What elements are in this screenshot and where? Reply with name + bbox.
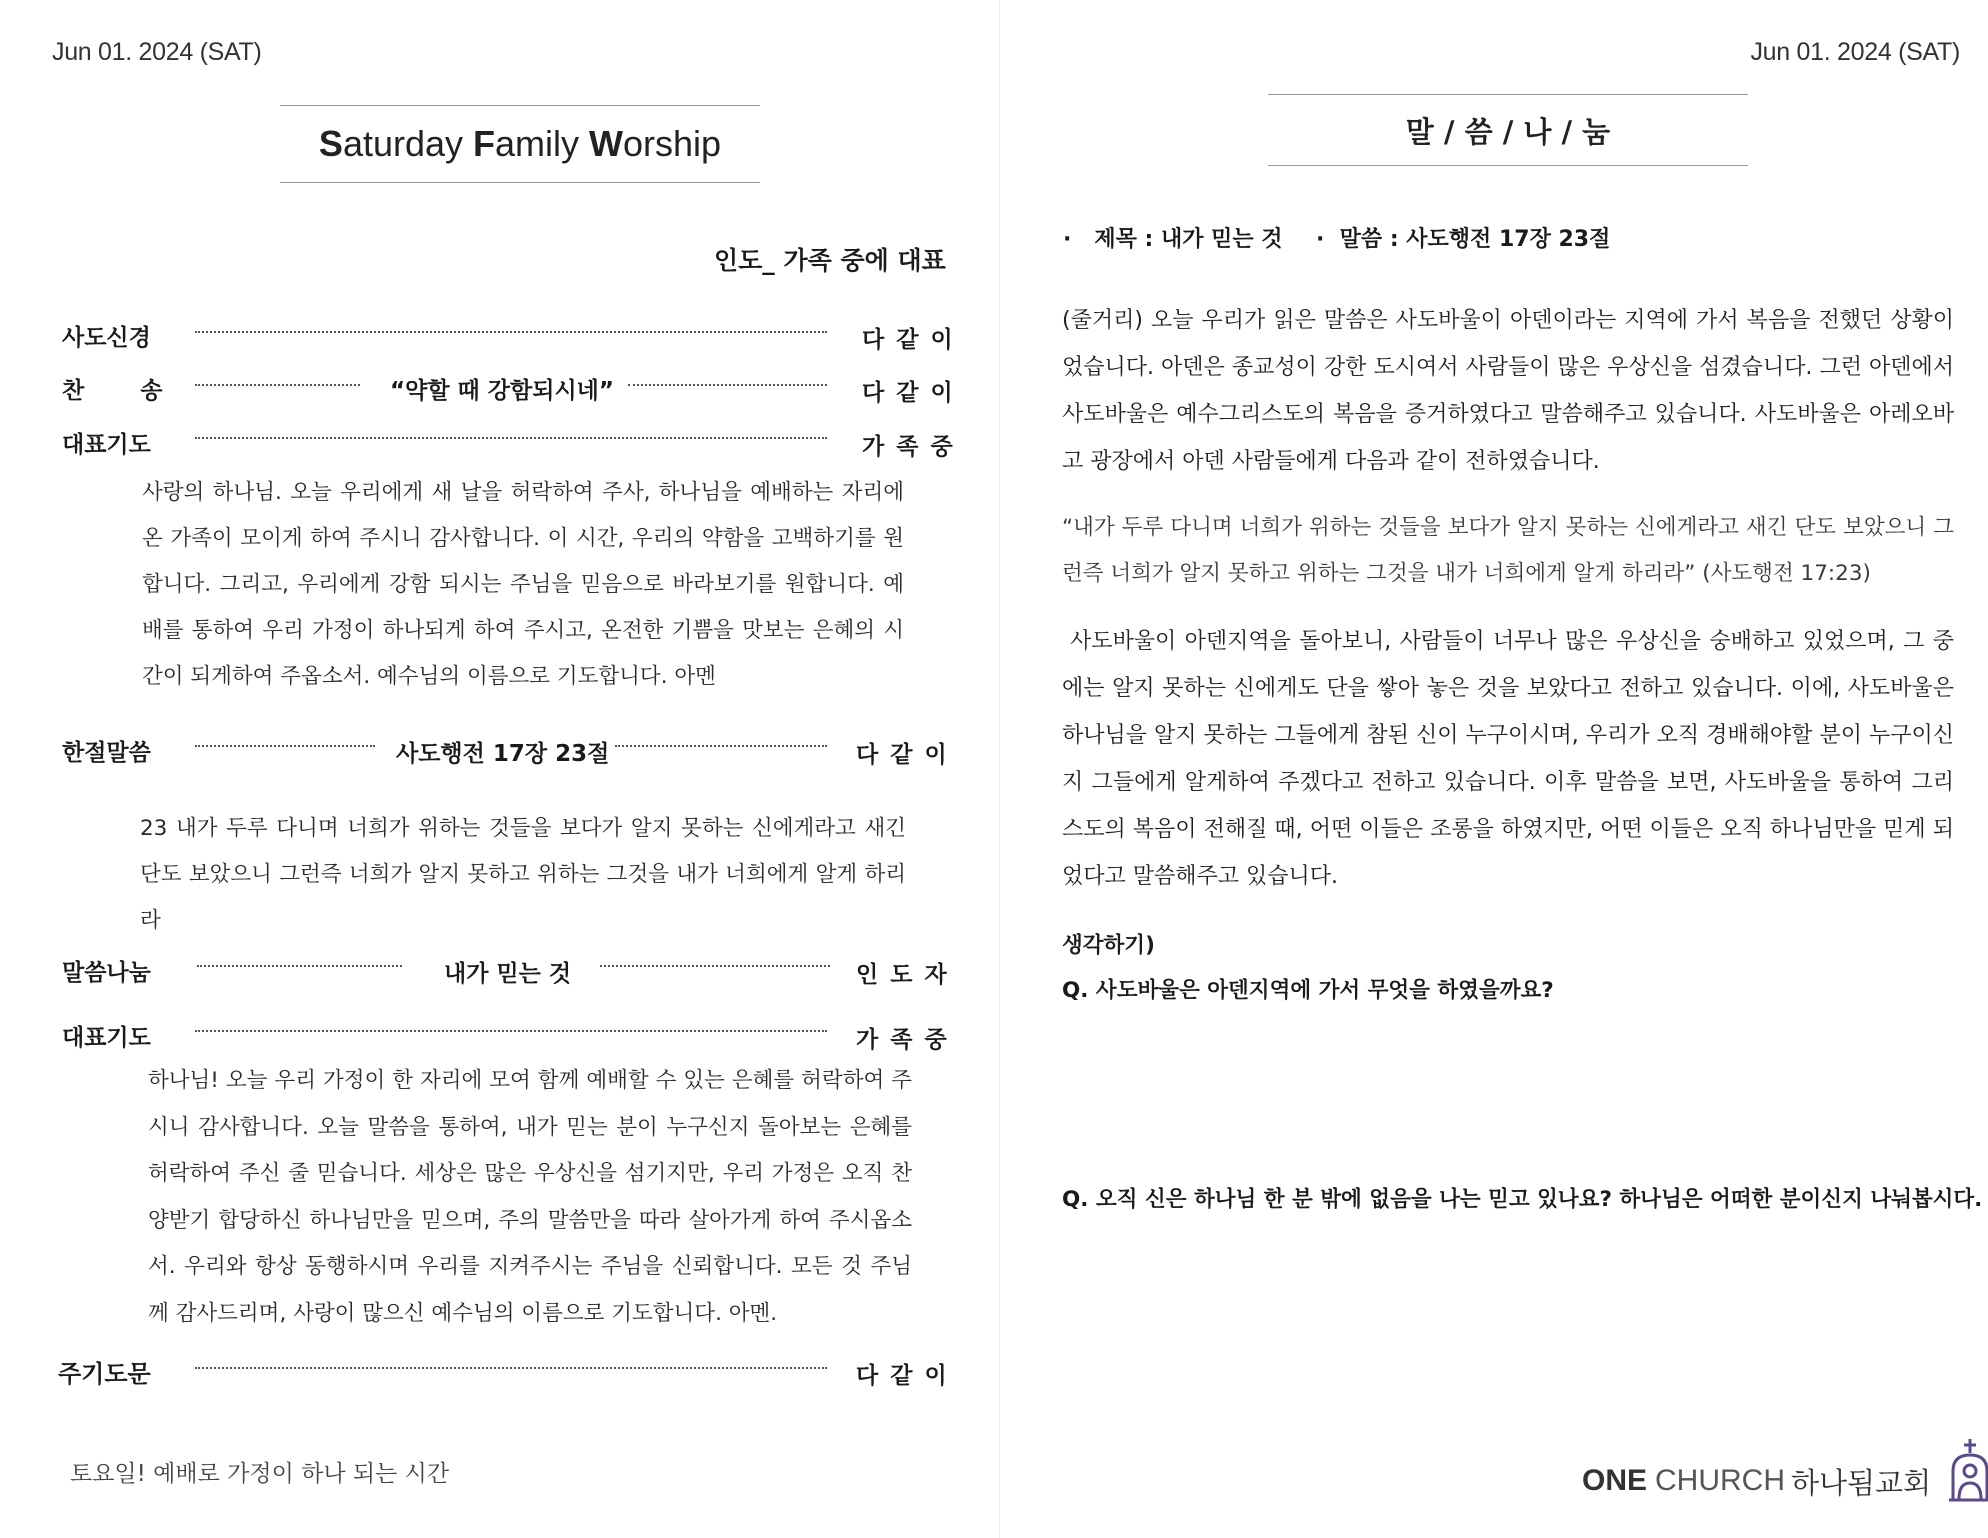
creed-label: 사도신경 [62, 325, 151, 351]
dot-leader [197, 965, 402, 967]
scripture-quote: “내가 두루 다니며 너희가 위하는 것들을 보다가 알지 못하는 신에게라고 새긴 단도 보았으니 그런즉 너희가 알지 못하고 위하는 그것을 내가 너희에게 알게 하리라” (사도행전 17:23) [1062, 515, 1954, 586]
prayer-label: 대표기도 [62, 432, 151, 458]
logo-church: CHURCH [1655, 1464, 1786, 1497]
date-label: Jun 01. 2024 (SAT) [52, 38, 262, 66]
hymn-performer: 다 같 이 [862, 380, 955, 406]
verse-text: 23 내가 두루 다니며 너희가 위하는 것들을 보다가 알지 못하는 신에게라고 새긴 단도 보았으니 그런즉 너희가 알지 못하고 위하는 그것을 내가 너희에게 알게 하리라 [140, 816, 906, 933]
sharing-title [1268, 94, 1748, 166]
prayer-performer: 가 족 중 [856, 1027, 949, 1053]
logo-one: ONE [1582, 1464, 1648, 1497]
verse-label: 한절말씀 [62, 740, 151, 766]
prayer-performer: 가 족 중 [862, 434, 955, 460]
prayer-label: 대표기도 [62, 1025, 151, 1051]
opening-prayer-text: 사랑의 하나님. 오늘 우리에게 새 날을 허락하여 주사, 하나님을 예배하는 자리에 온 가족이 모이게 하여 주시니 감사합니다. 이 시간, 우리의 약함을 고백하기를 원합니다. 그리고, 우리에게 강함 되시는 주님을 믿음으로 바라보기를 원합니다. 예배를 통하여 우리 가정이 하나되게 하여 주시고, 온전한 기쁨을 맛보는 은혜의 시간이 되게하여 주옵소서. 예수님의 이름으로 기도합니다. 아멘 [142, 480, 904, 689]
lords-prayer-performer: 다 같 이 [856, 1363, 949, 1389]
title-word: amily [495, 123, 590, 164]
sermon-subject: · 제목 : 내가 믿는 것 [1063, 227, 1283, 252]
dot-leader [195, 437, 827, 439]
dot-leader [195, 331, 827, 333]
title-word: orship [623, 123, 722, 164]
dot-leader [628, 384, 827, 386]
dot-leader [195, 745, 375, 747]
dot-leader [195, 1030, 827, 1032]
sharing-topic: 내가 믿는 것 [444, 961, 572, 987]
verse-performer: 다 같 이 [856, 742, 949, 768]
question-one: Q. 사도바울은 아덴지역에 가서 무엇을 하였을까요? [1062, 978, 1554, 1003]
lords-prayer-label: 주기도문 [58, 1360, 151, 1388]
dot-leader [615, 745, 827, 747]
date-label: Jun 01. 2024 (SAT) [1750, 38, 1960, 66]
worship-title-text [319, 123, 721, 165]
reflection-label: 생각하기) [1062, 933, 1155, 958]
sermon-sharing-page [1000, 0, 1988, 1538]
title-word: aturday [342, 123, 474, 164]
creed-performer: 다 같 이 [862, 327, 955, 353]
sermon-scripture: · 말씀 : 사도행전 17장 23절 [1316, 227, 1611, 252]
title-initial-s: S [318, 123, 343, 164]
worship-title [280, 105, 760, 183]
sharing-performer: 인 도 자 [856, 962, 949, 988]
question-two: Q. 오직 신은 하나님 한 분 밖에 없음을 나는 믿고 있나요? 하나님은 어떠한 분이신지 나눠봅시다. [1062, 1187, 1983, 1212]
sharing-label: 말씀나눔 [62, 960, 151, 986]
hymn-title: “약할 때 강함되시네” [390, 378, 614, 404]
verse-reference: 사도행전 17장 23절 [396, 741, 610, 767]
dot-leader [600, 965, 830, 967]
title-initial-w: W [589, 123, 624, 164]
dot-leader [195, 384, 360, 386]
church-emblem-icon [1947, 1437, 1988, 1507]
leader-info: 인도_ 가족 중에 대표 [714, 246, 946, 275]
church-logo [1582, 1455, 1988, 1507]
hymn-label: 찬 송 [62, 378, 163, 404]
dot-leader [195, 1367, 827, 1369]
sharing-title-text: 말 / 씀 / 나 / 눔 [1405, 114, 1611, 149]
logo-korean-name: 하나됨교회 [1791, 1465, 1932, 1500]
footer-slogan: 토요일! 예배로 가정이 하나 되는 시간 [70, 1461, 450, 1487]
sermon-summary: (줄거리) 오늘 우리가 읽은 말씀은 사도바울이 아덴이라는 지역에 가서 복음을 전했던 상황이었습니다. 아덴은 종교성이 강한 도시여서 사람들이 많은 우상신을 섬겼습니다. 그런 아덴에서 사도바울은 예수그리스도의 복음을 증거하였다고 말씀해주고 있습니다. 사도바울은 아레오바고 광장에서 아덴 사람들에게 다음과 같이 전하였습니다. [1062, 308, 1954, 474]
title-initial-f: F [473, 123, 496, 164]
closing-prayer-text: 하나님! 오늘 우리 가정이 한 자리에 모여 함께 예배할 수 있는 은혜를 허락하여 주시니 감사합니다. 오늘 말씀을 통하여, 내가 믿는 분이 누구신지 돌아보는 은혜를 허락하여 주신 줄 믿습니다. 세상은 많은 우상신을 섬기지만, 우리 가정은 오직 찬양받기 합당하신 하나님만을 믿으며, 주의 말씀만을 따라 살아가게 하여 주시옵소서. 우리와 항상 동행하시며 우리를 지켜주시는 주님을 신뢰합니다. 모든 것 주님께 감사드리며, 사랑이 많으신 예수님의 이름으로 기도합니다. 아멘. [148, 1068, 912, 1326]
sermon-body: 사도바울이 아덴지역을 돌아보니, 사람들이 너무나 많은 우상신을 숭배하고 있었으며, 그 중에는 알지 못하는 신에게도 단을 쌓아 놓은 것을 보았다고 전하고 있습니다. 이에, 사도바울은 하나님을 알지 못하는 그들에게 참된 신이 누구이시며, 우리가 오직 경배해야할 분이 누구이신지 그들에게 알게하여 주겠다고 전하고 있습니다. 이후 말씀을 보면, 사도바울을 통하여 그리스도의 복음이 전해질 때, 어떤 이들은 조롱을 하였지만, 어떤 이들은 오직 하나님만을 믿게 되었다고 말씀해주고 있습니다. [1062, 629, 1954, 889]
